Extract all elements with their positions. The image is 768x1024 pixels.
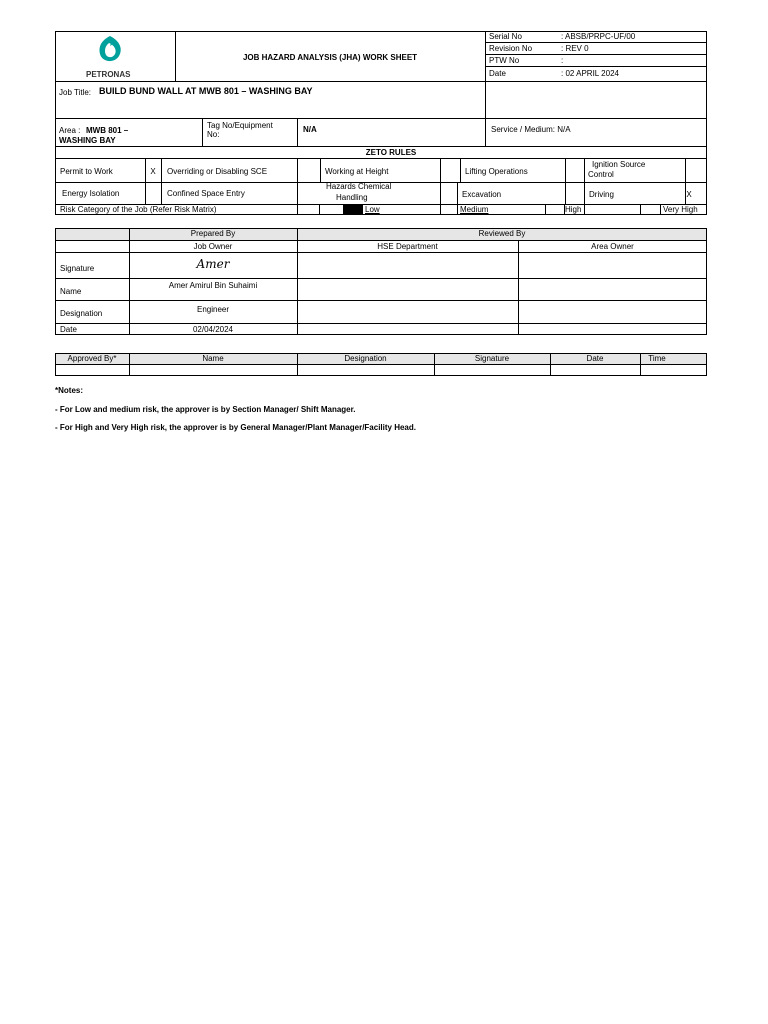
ptw-no-value: : [561,56,564,65]
risk-low: Low [365,205,380,214]
notes-heading: *Notes: [55,386,84,395]
tag-value: N/A [303,125,317,134]
area-value-line1: MWB 801 – [86,126,129,135]
zeto-ignition-source-line1: Ignition Source [592,160,646,169]
risk-category-label: Risk Category of the Job (Refer Risk Matrix) [60,205,217,214]
job-owner-date: 02/04/2024 [192,325,234,334]
note-line-2: - For High and Very High risk, the approver is by General Manager/Plant Manager/Facility Head. [55,423,416,432]
risk-high: High [565,205,582,214]
reviewed-by-header: Reviewed By [478,229,526,238]
name-row-label: Name [60,287,82,296]
zeto-hazards-chemical-line2: Handling [336,193,368,202]
zeto-hazards-chemical-line1: Hazards Chemical [326,182,392,191]
approval-name-header: Name [202,354,224,363]
approved-by-header: Approved By* [67,354,117,363]
job-owner-header: Job Owner [193,242,233,251]
form-title: JOB HAZARD ANALYSIS (JHA) WORK SHEET [242,53,418,62]
job-owner-designation: Engineer [196,305,230,314]
approval-time-header: Time [648,354,666,363]
job-title-label: Job Title: [59,88,92,97]
zeto-driving-mark: X [686,190,692,199]
zeto-permit-to-work-mark: X [150,167,156,176]
area-owner-header: Area Owner [591,242,634,251]
zeto-driving: Driving [589,190,614,199]
risk-medium: Medium [460,205,489,214]
zeto-permit-to-work: Permit to Work [60,167,113,176]
risk-low-selected-marker [343,205,363,214]
zeto-ignition-source-line2: Control [588,170,614,179]
zeto-overriding-sce: Overriding or Disabling SCE [167,167,268,176]
revision-no-label: Revision No [489,44,533,53]
date-row-label: Date [60,325,77,334]
serial-no-value: : ABSB/PRPC-UF/00 [561,32,636,41]
area-value-line2: WASHING BAY [59,136,116,145]
tag-label-line2: No: [207,130,220,139]
area-row [55,118,707,147]
zeto-heading: ZETO RULES [365,148,417,157]
zeto-confined-space: Confined Space Entry [167,189,245,198]
petronas-logo-icon [92,34,128,68]
zeto-excavation: Excavation [462,190,502,199]
job-owner-name: Amer Amirul Bin Suhaimi [168,281,258,290]
designation-row-label: Designation [60,309,103,318]
job-owner-signature: Amer [196,257,230,271]
approval-signature-header: Signature [474,354,510,363]
approval-date-header: Date [586,354,604,363]
date-value: : 02 APRIL 2024 [561,69,619,78]
serial-no-label: Serial No [489,32,522,41]
hse-department-header: HSE Department [377,242,438,251]
area-label: Area : [59,126,81,135]
approval-designation-header: Designation [344,354,387,363]
logo-text: PETRONAS [86,70,131,79]
tag-label-line1: Tag No/Equipment [207,121,273,130]
job-title-value: BUILD BUND WALL AT MWB 801 – WASHING BAY [99,86,313,96]
zeto-energy-isolation: Energy Isolation [62,189,120,198]
signature-row-label: Signature [60,264,95,273]
revision-no-value: : REV 0 [561,44,589,53]
prepared-by-header: Prepared By [190,229,236,238]
zeto-lifting-operations: Lifting Operations [465,167,528,176]
risk-very-high: Very High [663,205,698,214]
date-label: Date [489,69,506,78]
service-medium: Service / Medium: N/A [491,125,571,134]
note-line-1: - For Low and medium risk, the approver is by Section Manager/ Shift Manager. [55,405,356,414]
petronas-logo [92,34,128,68]
ptw-no-label: PTW No [489,56,520,65]
zeto-working-at-height: Working at Height [325,167,389,176]
